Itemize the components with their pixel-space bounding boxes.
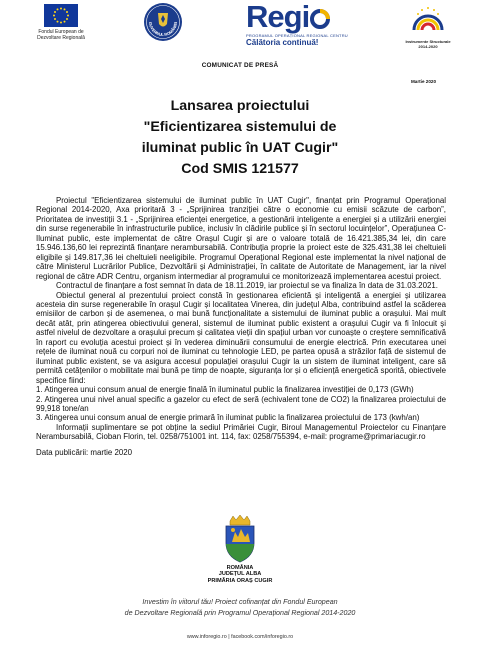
title-line: Lansarea proiectului (170, 98, 310, 114)
structural-instruments-icon (408, 4, 448, 34)
primaria-line: JUDEȚUL ALBA (218, 571, 262, 578)
website-link[interactable]: www.inforegio.ro | facebook.com/inforegio.ro (186, 634, 294, 640)
primaria-line: ROMÂNIA (226, 565, 254, 571)
title-line: iluminat public în UAT Cugir" (141, 140, 339, 156)
primaria-line: PRIMĂRIA ORAȘ CUGIR (207, 577, 273, 584)
cugir-crest (221, 515, 259, 568)
press-release-label: COMUNICAT DE PRESĂ (201, 62, 279, 69)
publication-date: Data publicării: martie 2020 (36, 447, 133, 457)
slogan-line: de Dezvoltare Regională prin Programul Operațional Regional 2014-2020 (124, 609, 356, 617)
paragraph-contract: Contractul de finanțare a fost semnat în data de 18.11.2019, iar proiectul se va finaliza în data de 31.03.2021. (56, 281, 438, 291)
document-title (60, 96, 420, 180)
regio-slogan: Călătoria continuă! (246, 38, 319, 47)
eu-flag-icon (44, 4, 78, 27)
objective-item: 2. Atingerea unui nivel anual specific a gazelor cu efect de seră (echivalent tone de CO2) la finalizarea proiectului de 99,918 tone/an (36, 394, 446, 413)
romania-coat-of-arms-icon (143, 2, 183, 42)
regio-logo (246, 1, 368, 47)
objective-item: 1. Atingerea unui consum anual de energie finală în iluminatul public la finalizarea investiției de 0,173 (GWh) (36, 385, 414, 395)
regio-region: CENTRU (330, 33, 348, 38)
document-body (36, 196, 446, 457)
logo-bar (0, 0, 480, 60)
regio-program: PROGRAMUL OPERAȚIONAL REGIONAL (246, 33, 329, 38)
paragraph-project: Proiectul "Eficientizarea sistemului de iluminat public în UAT Cugir", finanțat prin Programul Operațional Regional 2014-2020, Axa prioritară 3 - „Sprijinirea tranziției către o economie cu emisii scăzute de carbon”, Prioritatea de investiții 3.1 - „Sprijinirea eficienței energetice, a gestionării inteligente a energiei și a utilizării energiei din surse regenerabile în infrastructurile publice, inclusiv în clădirile publice și în sectorul locuințelor”, Operațiunea C-Iluminat public, este implementat de către Orașul Cugir și are o valoare totală de 16.421.385,34 lei, din care 15.946.136,60 lei reprezintă finanțare nerambursabilă. Contribuția proprie la proiect este de 325.431,38 lei cheltuieli eligibile și 149.817,36 lei cheltuieli neeligibile. Programul Operațional Regional este implementat la nivel național de către Ministerul Lucrărilor Publice, Dezvoltării și Administrației, în calitate de Autoritate de Management, iar la nivel regional de către ADR Centru, organism intermediar al programului ce monitorizează implementarea acestui proiect. (36, 196, 446, 281)
instr-caption: Instrumente Structurale 2014-2020 (405, 39, 451, 49)
cugir-coat-of-arms-icon (221, 515, 259, 563)
eu-logo (30, 4, 92, 41)
gov-caption: GUVERNUL ROMÂNIEI (147, 21, 179, 38)
eu-caption: Fondul European de Dezvoltare Regională (37, 29, 85, 41)
slogan-line: Investim în viitorul tău! Proiect cofinanțat din Fondul European (142, 598, 338, 606)
regio-word: Regi (246, 0, 310, 34)
paragraph-objective: Obiectul general al prezentului proiect constă în gestionarea eficientă și inteligentă a energiei și utilizarea acesteia din surse regenerabile în orașul Cugir și localitatea Vinerea, din județul Alba, contribuind astfel la scăderea emisiilor de carbon și de asemenea, o mai bună funcționalitate a sistemului de iluminat public a orașului. Mai mult decât atât, prin atingerea obiectivului general, sistemul de iluminat public existent a orașului Cugir va fi înlocuit și astfel nivelul de dezvoltare a orașului precum și calitatea vieții din spațiul urban vor cunoaște o creștere semnificativă în raport cu evoluția acestui proiect și în vederea diminuării consumului de energie electrică. Prin executarea unei rețele de iluminat nouă cu corpuri noi de iluminat cu tehnologie LED, pe partea opusă a străzilor față de sistemul de iluminat public existent, se va asigura accesul populației orașului Cugir la un sistem de iluminat inteligent, care să permită cetățenilor o mobilitate mai bună pe timp de noapte, siguranța lor și o eficiență energetică sporită, obiectivele specifice fiind: (36, 290, 446, 385)
title-line: "Eficientizarea sistemului de (143, 119, 337, 135)
regio-o-icon (309, 0, 331, 34)
government-logo (143, 2, 183, 47)
funding-slogan (0, 597, 480, 619)
release-date: Martie 2020 (410, 79, 436, 84)
primaria-label (0, 565, 480, 584)
title-line: Cod SMIS 121577 (181, 161, 299, 177)
paragraph-contact: Informații suplimentare se pot obține la sediul Primăriei Cugir, Biroul Managementul Proiectelor cu Finanțare Nerambursabilă, Cioban Florin, tel. 0258/751001 int. 114, fax: 0258/755394, e-mail: programe@primariacugir.ro (36, 422, 446, 442)
objective-item: 3. Atingerea unui consum anual de energie primară în iluminat public la finalizarea proiectului de 173 (kwh/an) (36, 413, 420, 423)
structural-instruments-logo (404, 4, 452, 49)
